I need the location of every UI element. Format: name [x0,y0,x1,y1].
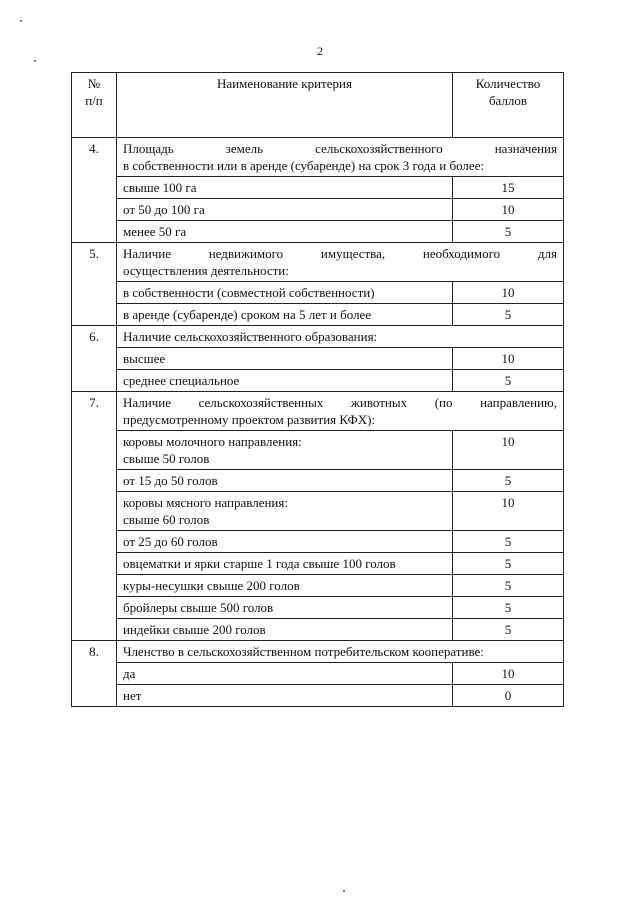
criterion-label [117,597,453,619]
criterion-score: 10 [453,282,564,304]
scan-speck [34,60,36,62]
criterion-score: 5 [453,575,564,597]
criterion-score: 10 [453,431,564,470]
criterion-score: 5 [453,619,564,641]
section-title-line1: Наличие сельскохозяйственных животных (по направлению, [123,395,557,410]
criterion-score: 5 [453,553,564,575]
criterion-label-text: бройлеры свыше 500 голов [123,600,274,615]
criterion-score: 5 [453,304,564,326]
page-number: 2 [317,44,323,58]
section-header-row [72,243,564,282]
criterion-score: 5 [453,370,564,392]
criterion-label [117,470,453,492]
section-title [117,392,564,431]
criterion-label-text: свыше 60 голов [123,512,210,527]
criterion-label-text: от 25 до 60 голов [123,534,218,549]
section-title-line1: Членство в сельскохозяйственном потребительском кооперативе: [123,644,484,659]
criterion-row [72,431,564,470]
criterion-label-text: высшее [123,351,166,366]
criterion-row [72,370,564,392]
criterion-label-text: свыше 50 голов [123,451,210,466]
criterion-label-text: куры-несушки свыше 200 голов [123,578,300,593]
section-number: 4. [72,138,117,243]
section-title [117,326,564,348]
section-header-row [72,138,564,177]
scan-speck [20,20,22,22]
criterion-label [117,199,453,221]
criterion-group-label: коровы мясного направления: [123,495,288,510]
criterion-label [117,663,453,685]
table-body [72,138,564,707]
section-header-row [72,641,564,663]
criterion-score: 5 [453,221,564,243]
criterion-label [117,370,453,392]
criterion-row [72,282,564,304]
criterion-score: 15 [453,177,564,199]
criterion-label [117,531,453,553]
criterion-row [72,221,564,243]
criterion-label-text: в аренде (субаренде) сроком на 5 лет и более [123,307,372,322]
section-title-line2: в собственности или в аренде (субаренде) на срок 3 года и более: [123,158,485,173]
section-title [117,243,564,282]
criterion-row [72,492,564,531]
criterion-label-text: нет [123,688,142,703]
criterion-score: 10 [453,492,564,531]
section-title [117,641,564,663]
criterion-label-text: овцематки и ярки старше 1 года свыше 100 голов [123,556,396,571]
table-header-row [72,73,564,138]
criterion-score: 5 [453,531,564,553]
criterion-score: 5 [453,470,564,492]
criterion-row [72,199,564,221]
header-score-line2: баллов [488,93,528,108]
header-number [72,73,117,138]
criterion-label-text: от 15 до 50 голов [123,473,218,488]
section-number: 5. [72,243,117,326]
criterion-group-label: коровы молочного направления: [123,434,302,449]
criterion-row [72,575,564,597]
criterion-label [117,348,453,370]
criterion-row [72,553,564,575]
section-title-line2: осуществления деятельности: [123,263,289,278]
criterion-row [72,470,564,492]
criterion-label-text: свыше 100 га [123,180,197,195]
criterion-row [72,619,564,641]
criterion-label [117,221,453,243]
header-criterion-name: Наименование критерия [117,73,453,138]
criterion-label [117,575,453,597]
header-number-line1: № [87,76,101,91]
criterion-label [117,619,453,641]
section-title-line1: Наличие недвижимого имущества, необходимого для [123,246,557,261]
criterion-row [72,685,564,707]
section-number: 7. [72,392,117,641]
criterion-label [117,553,453,575]
section-title-line1: Площадь земель сельскохозяйственного назначения [123,141,557,156]
section-header-row [72,326,564,348]
criterion-label [117,685,453,707]
header-score [453,73,564,138]
criterion-label [117,177,453,199]
criterion-score: 10 [453,199,564,221]
criterion-row [72,177,564,199]
section-title-line1: Наличие сельскохозяйственного образования: [123,329,378,344]
criterion-row [72,304,564,326]
criterion-label-text: индейки свыше 200 голов [123,622,266,637]
section-header-row [72,392,564,431]
criterion-label-text: в собственности (совместной собственности) [123,285,375,300]
criterion-row [72,531,564,553]
criterion-row [72,597,564,619]
criteria-table [71,72,564,707]
criterion-label [117,282,453,304]
criterion-score: 5 [453,597,564,619]
criterion-label [117,431,453,470]
scan-speck [343,890,345,892]
section-number: 6. [72,326,117,392]
criterion-score: 0 [453,685,564,707]
criterion-label-text: среднее специальное [123,373,240,388]
criterion-score: 10 [453,663,564,685]
criterion-label [117,492,453,531]
criterion-row [72,663,564,685]
header-score-line1: Количество [475,76,541,91]
section-title-line2: предусмотренному проектом развития КФХ): [123,412,376,427]
header-number-line2: п/п [85,93,103,108]
criterion-label [117,304,453,326]
section-title [117,138,564,177]
criterion-label-text: от 50 до 100 га [123,202,205,217]
criterion-score: 10 [453,348,564,370]
section-number: 8. [72,641,117,707]
criterion-label-text: менее 50 га [123,224,187,239]
criterion-row [72,348,564,370]
criterion-label-text: да [123,666,136,681]
